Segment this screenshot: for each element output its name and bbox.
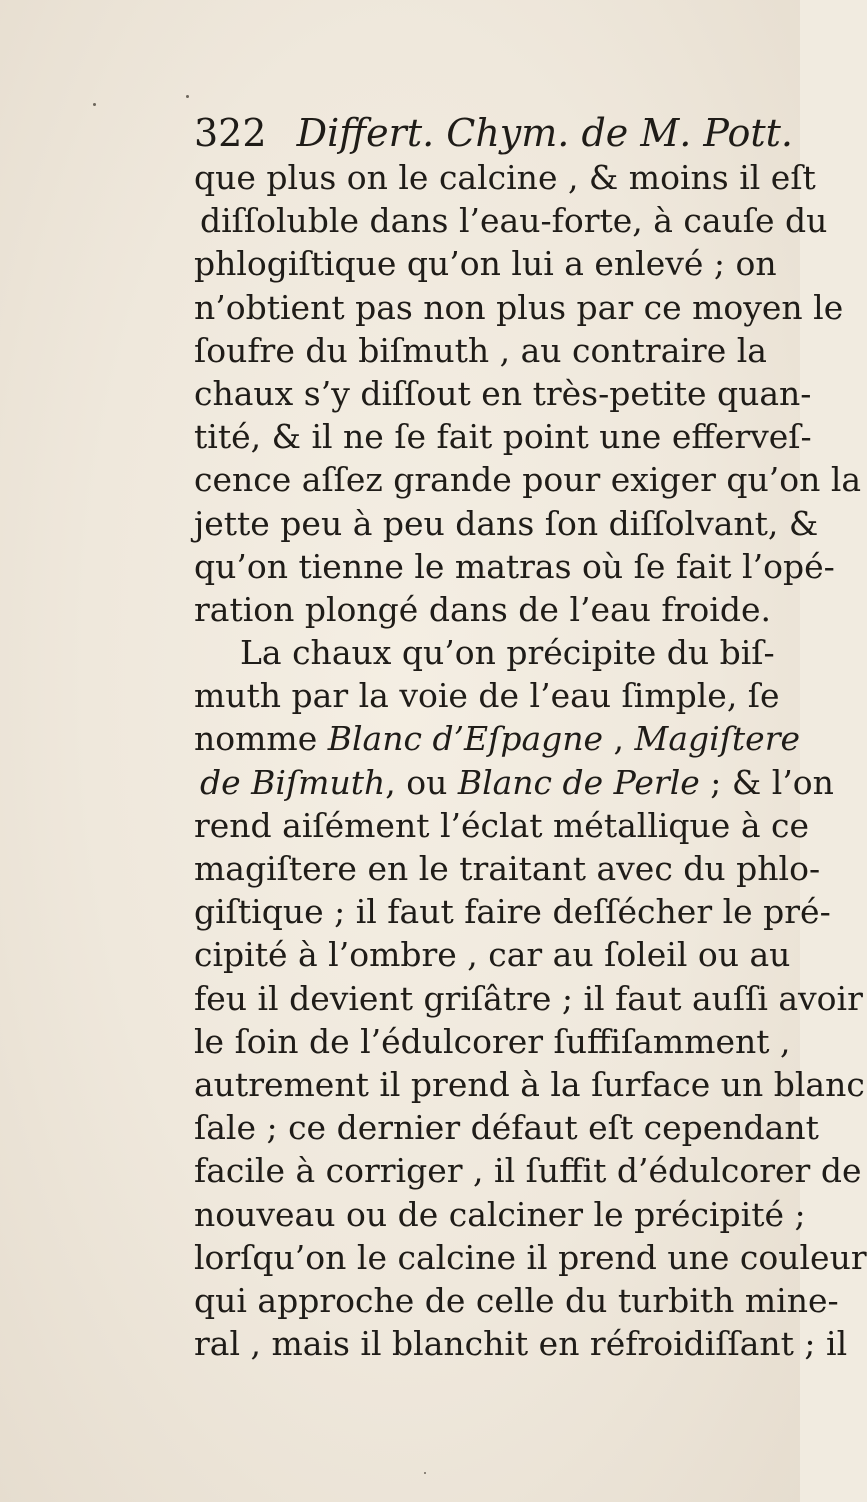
text-line: tité, & il ne ſe fait point une efferveſ- xyxy=(194,417,812,457)
text-line: qui approche de celle du turbith mine- xyxy=(194,1280,839,1320)
paper-speck xyxy=(93,103,96,106)
text-line: ſale ; ce dernier défaut eſt cependant xyxy=(194,1108,819,1148)
paragraph-start-line: La chaux qu’on précipite du biſ- xyxy=(240,633,775,673)
text-fragment: nomme xyxy=(194,719,318,759)
text-line: rend aiſément l’éclat métallique à ce xyxy=(194,805,809,845)
body-text xyxy=(194,156,867,1365)
text-line: cipité à l’ombre , car au ſoleil ou au xyxy=(194,935,791,975)
text-line: facile à corriger , il ſuffit d’édulcorer de xyxy=(194,1151,862,1191)
text-line: giſtique ; il faut faire deſſécher le pré- xyxy=(194,892,831,932)
text-line: qu’on tienne le matras où ſe fait l’opé- xyxy=(194,546,835,586)
paper-speck xyxy=(186,95,189,98)
text-line: jette peu à peu dans ſon diſſolvant, & xyxy=(194,503,819,543)
text-line: lorſqu’on le calcine il prend une couleur xyxy=(194,1237,867,1277)
page-header xyxy=(194,110,793,156)
text-line: ſoufre du biſmuth , au contraire la xyxy=(194,330,767,370)
text-line: cence aſſez grande pour exiger qu’on la xyxy=(194,460,862,500)
italic-term: Blanc de Perle xyxy=(457,762,700,802)
text-line-mixed xyxy=(194,761,834,804)
text-fragment: , xyxy=(603,719,635,759)
text-line: chaux s’y diſſout en très-petite quan- xyxy=(194,373,812,413)
text-line: magiſtere en le traitant avec du phlo- xyxy=(194,849,821,888)
running-title: Differt. Chym. de M. Pott. xyxy=(296,111,793,155)
text-line-mixed xyxy=(194,717,800,760)
text-line: ration plongé dans de l’eau froide. xyxy=(194,589,771,629)
text-line: que plus on le calcine , & moins il eſt xyxy=(194,158,816,197)
italic-term: Magiſtere xyxy=(634,719,800,759)
page-number: 322 xyxy=(194,111,267,155)
text-line: le ſoin de l’édulcorer ſuffiſamment , xyxy=(194,1021,791,1061)
paper-speck xyxy=(424,1472,426,1474)
text-fragment: ; & l’on xyxy=(699,762,834,802)
text-line: diſſoluble dans l’eau-forte, à cauſe du xyxy=(200,201,828,241)
italic-term: de Biſmuth xyxy=(200,762,386,802)
text-line: autrement il prend à la ſurface un blanc xyxy=(194,1064,865,1104)
text-line: ral , mais il blanchit en réfroidiſſant ; il xyxy=(194,1324,848,1364)
text-line: nouveau ou de calciner le précipité ; xyxy=(194,1194,806,1234)
text-line: phlogiſtique qu’on lui a enlevé ; on xyxy=(194,244,777,284)
text-line: muth par la voie de l’eau ſimple, ſe xyxy=(194,676,780,716)
text-fragment: , ou xyxy=(385,762,458,802)
italic-term: Blanc d’Eſpagne xyxy=(327,719,604,759)
text-line: n’obtient pas non plus par ce moyen le xyxy=(194,287,844,327)
text-line: feu il devient griſâtre ; il faut auſſi avoir xyxy=(194,978,863,1018)
